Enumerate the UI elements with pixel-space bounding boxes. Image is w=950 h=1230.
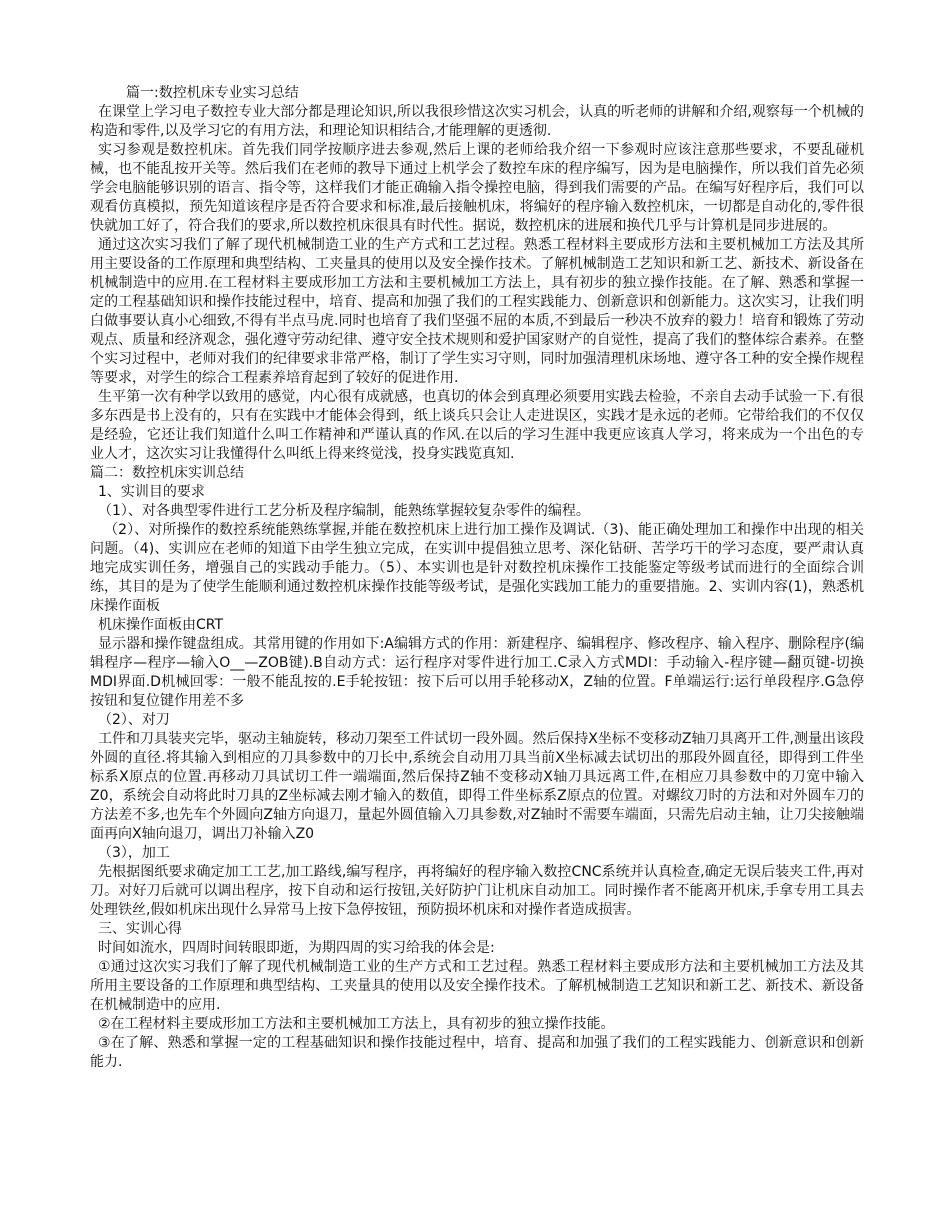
subheading: （3），加工 — [98, 845, 170, 861]
subheading: （2）、对刀 — [98, 712, 170, 728]
paragraph: 机床操作面板由CRT — [98, 617, 224, 633]
paragraph: 生平第一次有种学以致用的感觉，内心很有成就感，也真切的体会到真理必须要用实践去检验，不亲自去动手试验一下.有很多东西是书上没有的，只有在实践中才能体会得到，纸上谈兵只会让人走进误区，实践才是永远的老师。它带给我们的不仅仅是经验，它还让我们知道什么叫工作精神和严谨认真的作风.在以后的学习生涯中我更应该真人学习，将来成为一个出色的专业人才，这次实习让我懂得什么叫纸上得来终觉浅，投身实践览真知. — [90, 389, 864, 462]
paragraph: 工件和刀具装夹完毕，驱动主轴旋转，移动刀架至工件试切一段外圆。然后保持X坐标不变移动Z轴刀具离开工件,测量出该段外圆的直径.将其输入到相应的刀具参数中的刀长中,系统会自动用刀具当前X坐标减去试切出的那段外圆直径，即得到工件坐标系X原点的位置.再移动刀具试切工件一端端面,然后保持Z轴不变移动X轴刀具远离工件,在相应刀具参数中的刀宽中输入Z0，系统会自动将此时刀具的Z坐标减去刚才输入的数值，即得工件坐标系Z原点的位置。对螺纹刀时的方法和对外圆车刀的方法差不多,也先车个外圆向Z轴方向退刀，量起外圆值输入刀具参数,对Z轴时不需要车端面，只需先启动主轴，让刀尖接触端面再向X轴向退刀，调出刀补输入Z0 — [90, 731, 864, 842]
paragraph: （2）、对所操作的数控系统能熟练掌握,并能在数控机床上进行加工操作及调试.（3)、能正确处理加工和操作中出现的相关问题。（4)、实训应在老师的知道下由学生独立完成，在实训中提倡独立思考、深化钻研、苦学巧干的学习态度，要严肃认真地完成实训任务，增强自己的实践动手能力。（5）、本实训也是针对数控机床操作工技能鉴定等级考试而进行的全面综合训练，其目的是为了使学生能顺利通过数控机床操作技能等级考试，是强化实践加工能力的重要措施。2、实训内容(1)，熟悉机床操作面板 — [90, 522, 864, 614]
list-item: ③在了解、熟悉和掌握一定的工程基础知识和操作技能过程中，培育、提高和加强了我们的工程实践能力、创新意识和创新能力. — [90, 1035, 864, 1070]
subheading: 三、实训心得 — [98, 921, 182, 937]
subheading: 1、实训目的要求 — [98, 484, 205, 500]
paragraph: 先根据图纸要求确定加工工艺,加工路线,编写程序，再将编好的程序输入数控CNC系统并认真检查,确定无误后装夹工件,再对刀。对好刀后就可以调出程序，按下自动和运行按钮,关好防护门让机床自动加工。同时操作者不能离开机床,手拿专用工具去处理铁丝,假如机床出现什么异常马上按下急停按钮，预防损坏机床和对操作者造成损害。 — [90, 864, 864, 918]
paragraph: 显示器和操作键盘组成。其常用键的作用如下:A编辑方式的作用：新建程序、编辑程序、修改程序、输入程序、删除程序(编辑程序—程序—输入O__—ZOB键).B自动方式：运行程序对零件进行加工.C录入方式MDI：手动输入-程序键—翻页键-切换MDI界面.D机械回零：一般不能乱按的.E手轮按钮：按下后可以用手轮移动X，Z轴的位置。F单端运行:运行单段程序.G急停按钮和复位键作用差不多 — [90, 636, 864, 709]
paragraph: 通过这次实习我们了解了现代机械制造工业的生产方式和工艺过程。熟悉工程材料主要成形方法和主要机械加工方法及其所用主要设备的工作原理和典型结构、工夹量具的使用以及安全操作技术。了解机械制造工艺知识和新工艺、新技术、新设备在机械制造中的应用.在工程材料主要成形加工方法和主要机械加工方法上，具有初步的独立操作技能。在了解、熟悉和掌握一定的工程基础知识和操作技能过程中，培育、提高和加强了我们的工程实践能力、创新意识和创新能力。这次实习，让我们明白做事要认真小心细致,不得有半点马虎.同时也培育了我们坚强不屈的本质,不到最后一秒决不放弃的毅力！培育和锻炼了劳动观点、质量和经济观念，强化遵守劳动纪律、遵守安全技术规则和爱护国家财产的自觉性，提高了我们的整体综合素养。在整个实习过程中，老师对我们的纪律要求非常严格，制订了学生实习守则，同时加强清理机床场地、遵守各工种的安全操作规程等要求，对学生的综合工程素养培育起到了较好的促进作用. — [90, 237, 864, 386]
list-item: ①通过这次实习我们了解了现代机械制造工业的生产方式和工艺过程。熟悉工程材料主要成形方法和主要机械加工方法及其所用主要设备的工作原理和典型结构、工夹量具的使用以及安全操作技术。了解机械制造工艺知识和新工艺、新技术、新设备在机械制造中的应用. — [90, 959, 864, 1013]
paragraph: 时间如流水，四周时间转眼即逝，为期四周的实习给我的体会是: — [98, 940, 495, 956]
list-item: ②在工程材料主要成形加工方法和主要机械加工方法上，具有初步的独立操作技能。 — [98, 1016, 615, 1032]
paragraph: （1）、对各典型零件进行工艺分析及程序编制，能熟练掌握较复杂零件的编程。 — [98, 503, 590, 519]
section-title-1: 篇一:数控机床专业实习总结 — [126, 85, 299, 101]
section-title-2: 篇二：数控机床实训总结 — [90, 465, 244, 481]
paragraph: 在课堂上学习电子数控专业大部分都是理论知识,所以我很珍惜这次实习机会，认真的听老师的讲解和介绍,观察每一个机械的构造和零件,以及学习它的有用方法，和理论知识相结合,才能理解的更透彻. — [90, 104, 864, 139]
paragraph: 实习参观是数控机床。首先我们同学按顺序进去参观,然后上课的老师给我介绍一下参观时应该注意那些要求，不要乱碰机械，也不能乱按开关等。然后我们在老师的教导下通过上机学会了数控车床的程序编写，因为是电脑操作，所以我们首先必须学会电脑能够识别的语言、指令等，这样我们才能正确输入指令操控电脑，得到我们需要的产品。在编写好程序后，我们可以观看仿真模拟，预先知道该程序是否符合要求和标准,最后接触机床，将编好的程序输入数控机床，一切都是自动化的,零件很快就加工好了，符合我们的要求,所以数控机床很具有时代性。据说，数控机床的进展和换代几乎与计算机是同步进展的。 — [90, 142, 864, 234]
